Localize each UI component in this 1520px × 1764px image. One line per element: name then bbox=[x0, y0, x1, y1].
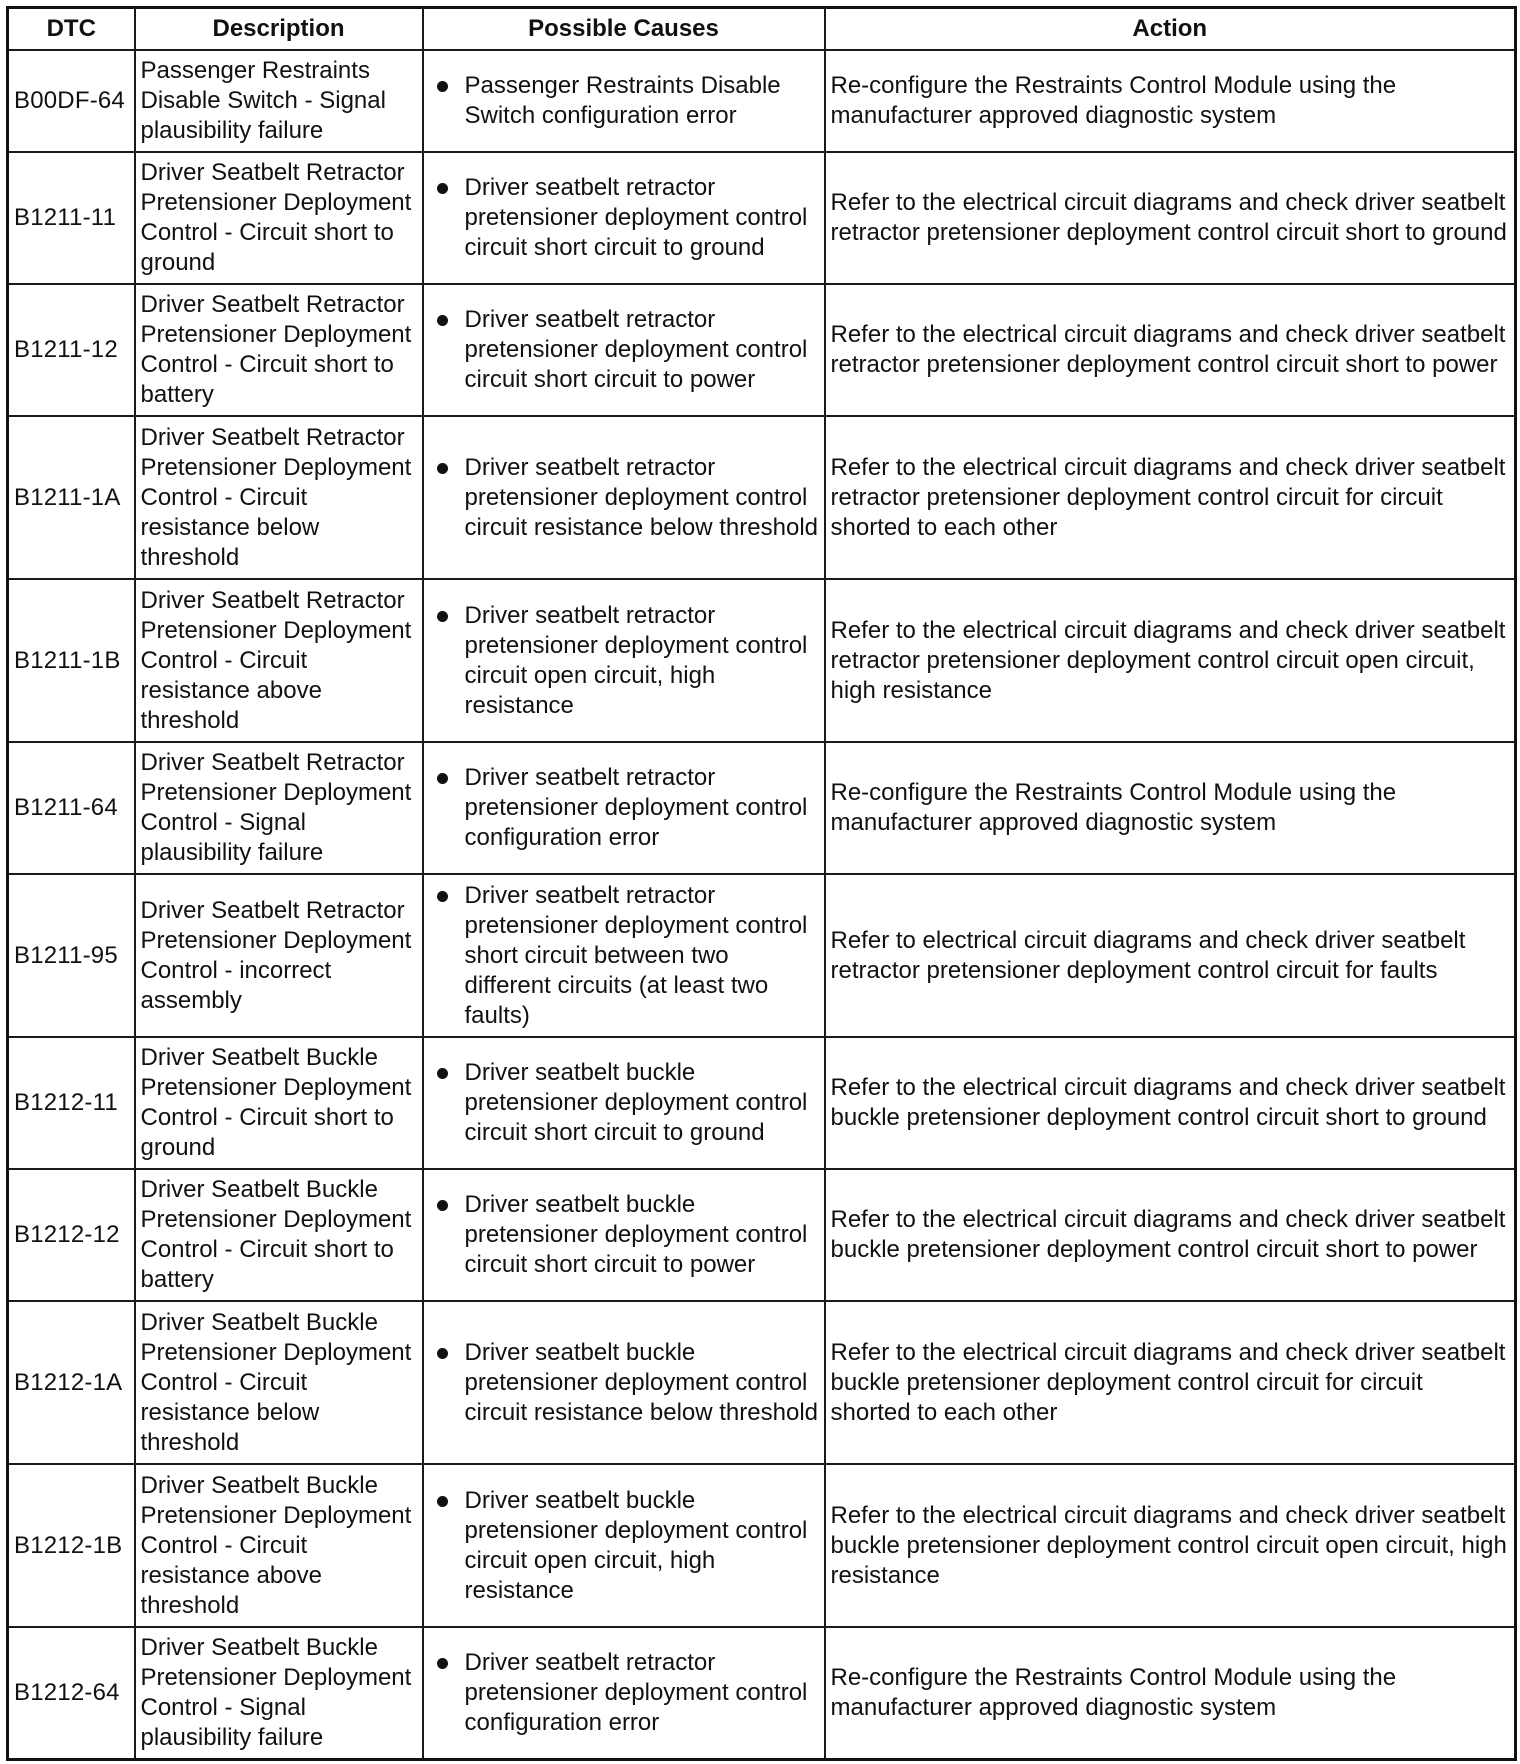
bullet-icon bbox=[437, 315, 448, 326]
dtc-code: B1211-64 bbox=[8, 742, 135, 874]
table-row bbox=[8, 742, 1516, 874]
bullet-icon bbox=[437, 81, 448, 92]
cause-list-item bbox=[429, 305, 819, 395]
cause-text: Driver seatbelt retractor pretensioner deployment control short circuit between two different circuits (at least two faults) bbox=[464, 881, 808, 1029]
table-row bbox=[8, 579, 1516, 742]
cause-text: Driver seatbelt buckle pretensioner deployment control circuit short circuit to power bbox=[464, 1191, 808, 1278]
table-row bbox=[8, 1301, 1516, 1464]
dtc-code: B1212-12 bbox=[8, 1169, 135, 1301]
dtc-description: Driver Seatbelt Buckle Pretensioner Deployment Control - Circuit resistance above threshold bbox=[135, 1464, 423, 1627]
possible-causes bbox=[423, 874, 825, 1037]
dtc-description: Driver Seatbelt Buckle Pretensioner Deployment Control - Circuit resistance below threshold bbox=[135, 1301, 423, 1464]
header-dtc: DTC bbox=[8, 8, 135, 51]
header-action: Action bbox=[825, 8, 1516, 51]
cause-text: Driver seatbelt buckle pretensioner deployment control circuit resistance below threshold bbox=[464, 1338, 818, 1426]
dtc-action: Refer to the electrical circuit diagrams and check driver seatbelt buckle pretensioner deployment control circuit short to ground bbox=[825, 1037, 1516, 1169]
table-row bbox=[8, 416, 1516, 579]
dtc-code: B1212-1B bbox=[8, 1464, 135, 1627]
table-row bbox=[8, 874, 1516, 1037]
cause-text: Driver seatbelt buckle pretensioner deployment control circuit open circuit, high resistance bbox=[464, 1486, 808, 1604]
table-row bbox=[8, 1627, 1516, 1759]
dtc-action: Refer to the electrical circuit diagrams and check driver seatbelt buckle pretensioner deployment control circuit short to power bbox=[825, 1169, 1516, 1301]
cause-text: Driver seatbelt retractor pretensioner deployment control configuration error bbox=[464, 764, 808, 851]
bullet-icon bbox=[437, 1658, 448, 1669]
cause-text: Driver seatbelt retractor pretensioner deployment control circuit short circuit to power bbox=[464, 306, 808, 393]
dtc-description: Passenger Restraints Disable Switch - Signal plausibility failure bbox=[135, 50, 423, 152]
dtc-code: B1212-64 bbox=[8, 1627, 135, 1759]
bullet-icon bbox=[437, 463, 448, 474]
table-row bbox=[8, 1037, 1516, 1169]
cause-text: Passenger Restraints Disable Switch configuration error bbox=[464, 72, 781, 129]
cause-list-item bbox=[429, 881, 819, 1031]
dtc-action: Refer to the electrical circuit diagrams and check driver seatbelt retractor pretensioner deployment control circuit open circuit, high resistance bbox=[825, 579, 1516, 742]
cause-list-item bbox=[429, 71, 819, 131]
bullet-icon bbox=[437, 1496, 448, 1507]
dtc-action: Refer to electrical circuit diagrams and check driver seatbelt retractor pretensioner deployment control circuit for faults bbox=[825, 874, 1516, 1037]
possible-causes bbox=[423, 1627, 825, 1759]
cause-text: Driver seatbelt buckle pretensioner deployment control circuit short circuit to ground bbox=[464, 1059, 808, 1146]
cause-list-item bbox=[429, 1338, 819, 1428]
dtc-description: Driver Seatbelt Buckle Pretensioner Deployment Control - Circuit short to ground bbox=[135, 1037, 423, 1169]
header-possible-causes: Possible Causes bbox=[423, 8, 825, 51]
dtc-description: Driver Seatbelt Retractor Pretensioner Deployment Control - Circuit short to battery bbox=[135, 284, 423, 416]
dtc-description: Driver Seatbelt Retractor Pretensioner Deployment Control - Circuit resistance below threshold bbox=[135, 416, 423, 579]
cause-list-item bbox=[429, 1190, 819, 1280]
dtc-action: Refer to the electrical circuit diagrams and check driver seatbelt buckle pretensioner deployment control circuit open circuit, high resistance bbox=[825, 1464, 1516, 1627]
bullet-icon bbox=[437, 1068, 448, 1079]
dtc-description: Driver Seatbelt Retractor Pretensioner Deployment Control - Circuit short to ground bbox=[135, 152, 423, 284]
dtc-action: Refer to the electrical circuit diagrams and check driver seatbelt buckle pretensioner deployment control circuit for circuit shorted to each other bbox=[825, 1301, 1516, 1464]
dtc-action: Re-configure the Restraints Control Module using the manufacturer approved diagnostic system bbox=[825, 1627, 1516, 1759]
bullet-icon bbox=[437, 891, 448, 902]
table-header-row bbox=[8, 8, 1516, 51]
bullet-icon bbox=[437, 611, 448, 622]
possible-causes bbox=[423, 1169, 825, 1301]
dtc-code: B1212-11 bbox=[8, 1037, 135, 1169]
cause-list-item bbox=[429, 173, 819, 263]
dtc-code: B1211-95 bbox=[8, 874, 135, 1037]
dtc-code: B1211-1B bbox=[8, 579, 135, 742]
table-row bbox=[8, 1464, 1516, 1627]
dtc-action: Refer to the electrical circuit diagrams and check driver seatbelt retractor pretensioner deployment control circuit short to power bbox=[825, 284, 1516, 416]
cause-list-item bbox=[429, 763, 819, 853]
dtc-description: Driver Seatbelt Buckle Pretensioner Deployment Control - Circuit short to battery bbox=[135, 1169, 423, 1301]
dtc-code: B1211-1A bbox=[8, 416, 135, 579]
dtc-description: Driver Seatbelt Retractor Pretensioner Deployment Control - Signal plausibility failure bbox=[135, 742, 423, 874]
cause-list-item bbox=[429, 1486, 819, 1606]
table-row bbox=[8, 50, 1516, 152]
possible-causes bbox=[423, 1301, 825, 1464]
possible-causes bbox=[423, 742, 825, 874]
cause-list-item bbox=[429, 601, 819, 721]
bullet-icon bbox=[437, 1200, 448, 1211]
cause-list-item bbox=[429, 1058, 819, 1148]
dtc-code: B1211-11 bbox=[8, 152, 135, 284]
bullet-icon bbox=[437, 773, 448, 784]
dtc-code: B00DF-64 bbox=[8, 50, 135, 152]
bullet-icon bbox=[437, 183, 448, 194]
possible-causes bbox=[423, 1037, 825, 1169]
dtc-action: Re-configure the Restraints Control Module using the manufacturer approved diagnostic system bbox=[825, 50, 1516, 152]
cause-text: Driver seatbelt retractor pretensioner deployment control circuit resistance below threshold bbox=[464, 453, 818, 541]
table-row bbox=[8, 1169, 1516, 1301]
dtc-code: B1212-1A bbox=[8, 1301, 135, 1464]
cause-text: Driver seatbelt retractor pretensioner deployment control circuit short circuit to ground bbox=[464, 174, 808, 261]
cause-text: Driver seatbelt retractor pretensioner deployment control circuit open circuit, high resistance bbox=[464, 601, 808, 719]
cause-text: Driver seatbelt retractor pretensioner deployment control configuration error bbox=[464, 1648, 808, 1736]
header-description: Description bbox=[135, 8, 423, 51]
dtc-action: Re-configure the Restraints Control Module using the manufacturer approved diagnostic system bbox=[825, 742, 1516, 874]
dtc-action: Refer to the electrical circuit diagrams and check driver seatbelt retractor pretensioner deployment control circuit short to ground bbox=[825, 152, 1516, 284]
dtc-table bbox=[6, 6, 1517, 1761]
dtc-description: Driver Seatbelt Buckle Pretensioner Deployment Control - Signal plausibility failure bbox=[135, 1627, 423, 1759]
dtc-code: B1211-12 bbox=[8, 284, 135, 416]
dtc-document bbox=[6, 6, 1514, 1761]
table-row bbox=[8, 284, 1516, 416]
possible-causes bbox=[423, 284, 825, 416]
bullet-icon bbox=[437, 1348, 448, 1359]
cause-list-item bbox=[429, 1648, 819, 1738]
dtc-description: Driver Seatbelt Retractor Pretensioner Deployment Control - incorrect assembly bbox=[135, 874, 423, 1037]
possible-causes bbox=[423, 579, 825, 742]
possible-causes bbox=[423, 152, 825, 284]
dtc-description: Driver Seatbelt Retractor Pretensioner Deployment Control - Circuit resistance above threshold bbox=[135, 579, 423, 742]
possible-causes bbox=[423, 1464, 825, 1627]
table-row bbox=[8, 152, 1516, 284]
cause-list-item bbox=[429, 453, 819, 543]
possible-causes bbox=[423, 50, 825, 152]
dtc-action: Refer to the electrical circuit diagrams and check driver seatbelt retractor pretensioner deployment control circuit for circuit shorted to each other bbox=[825, 416, 1516, 579]
possible-causes bbox=[423, 416, 825, 579]
